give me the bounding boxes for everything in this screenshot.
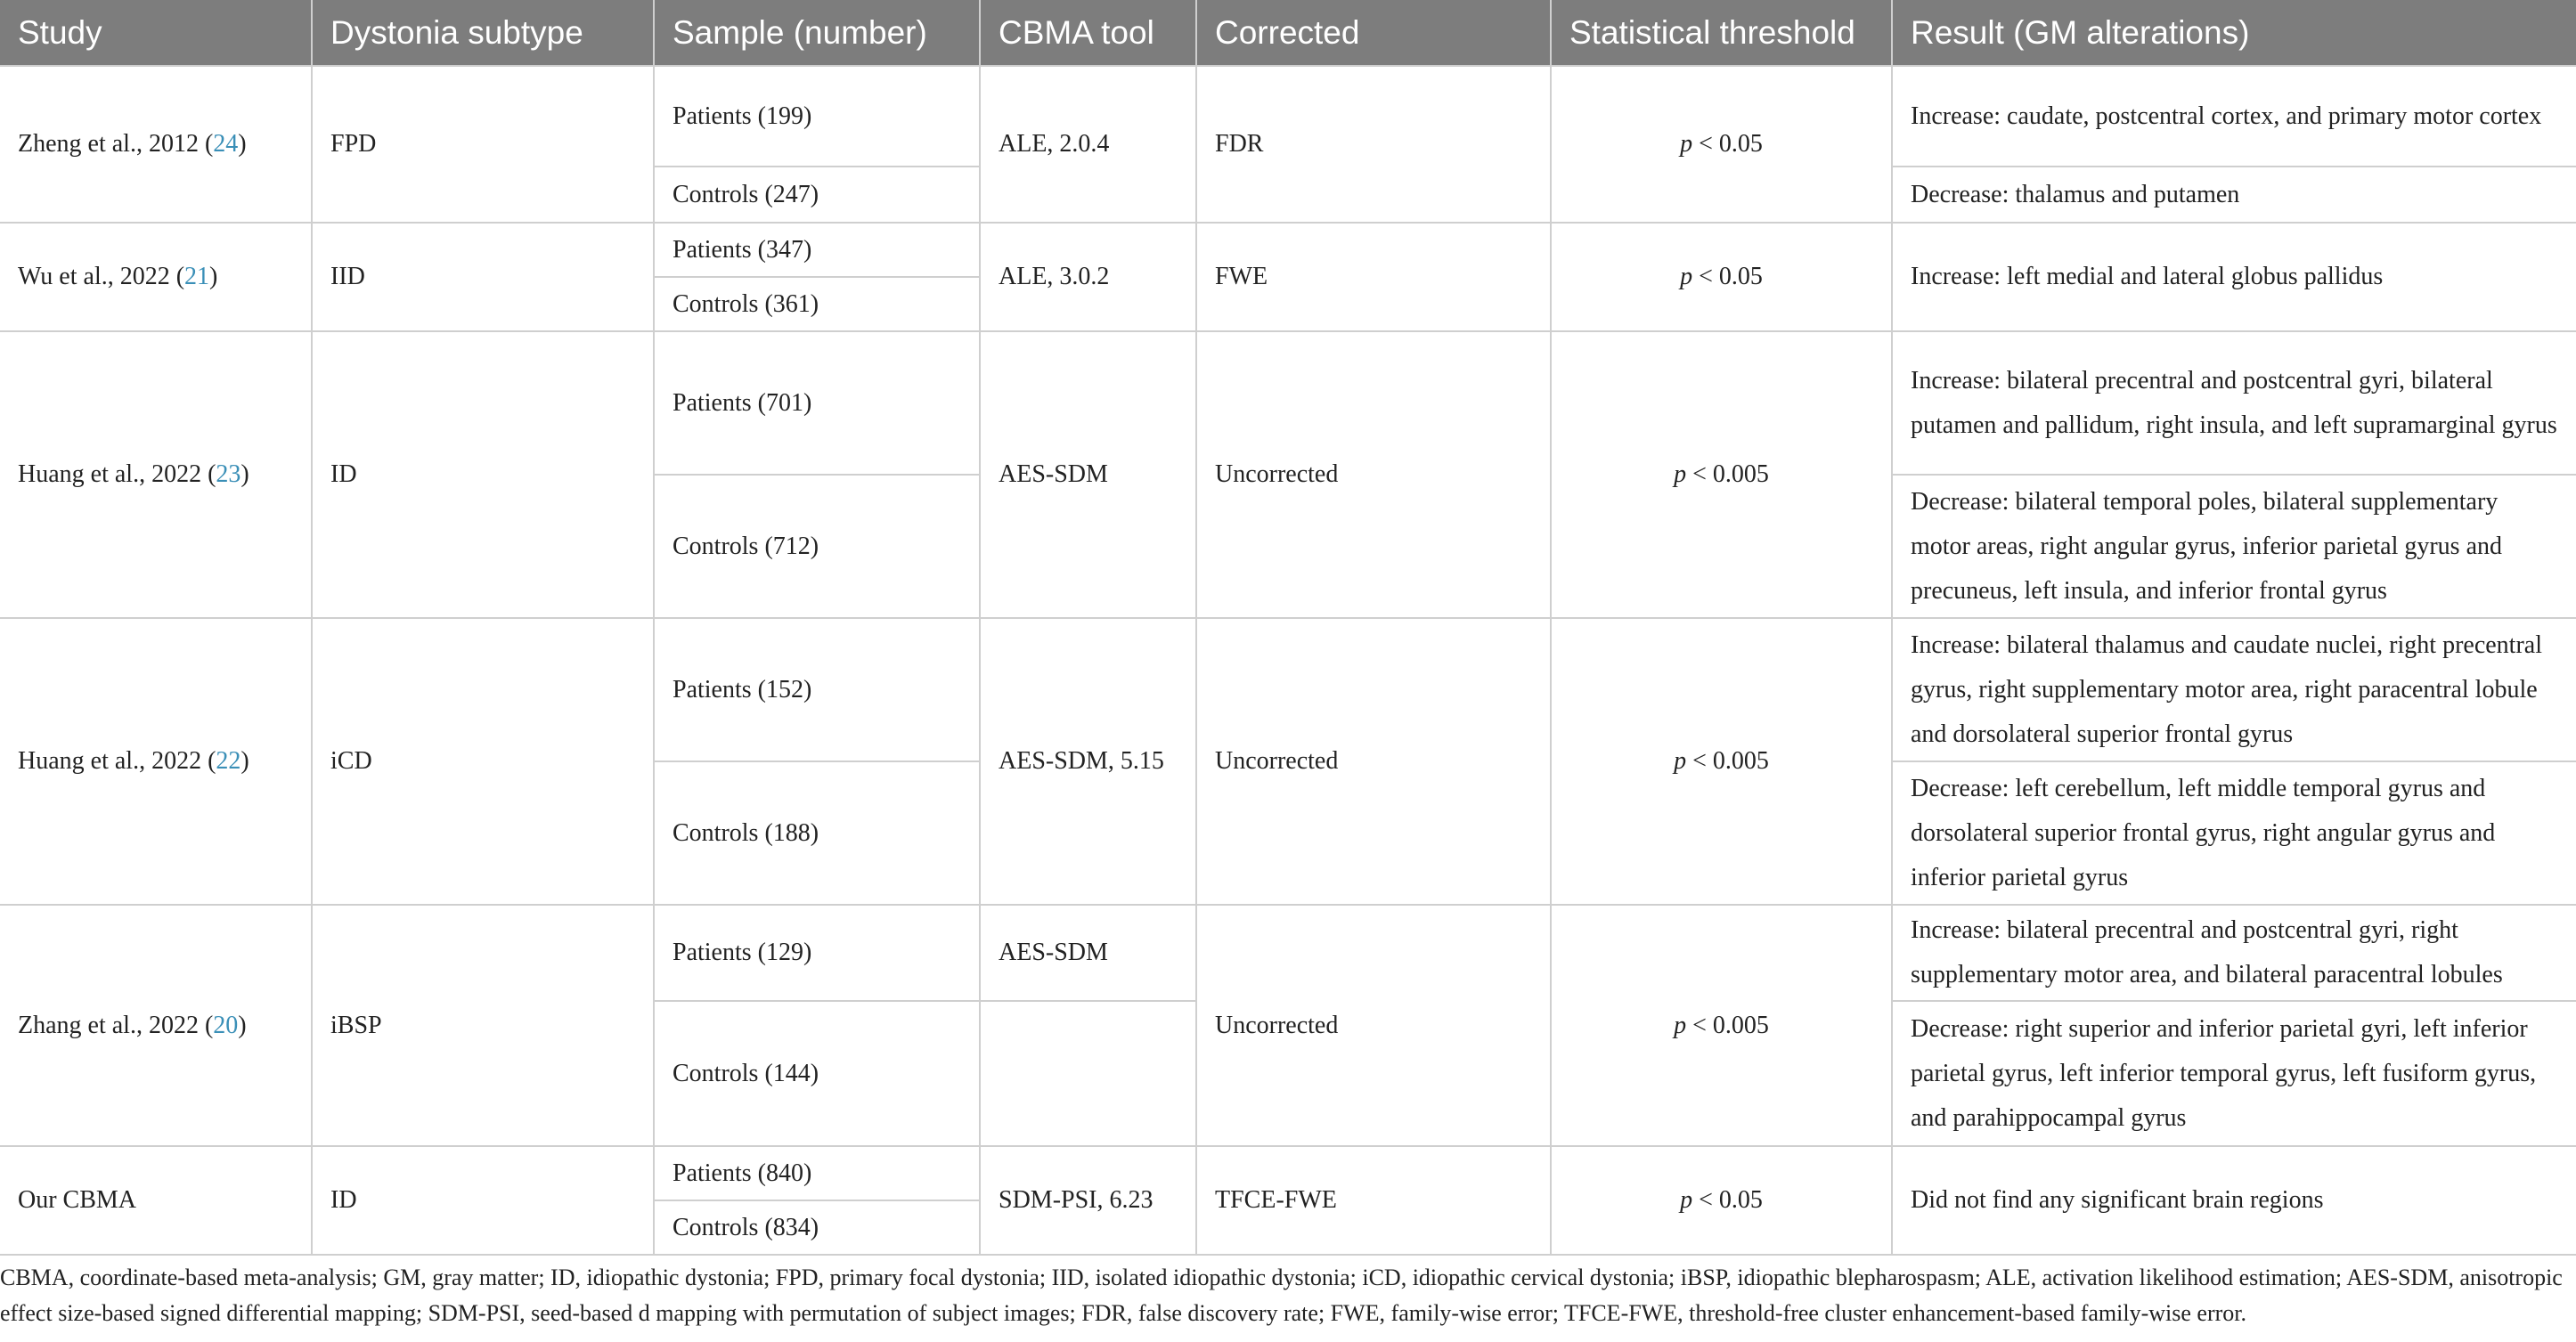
reference-link[interactable]: 21 bbox=[184, 263, 210, 290]
threshold-cell bbox=[1551, 223, 1892, 331]
corrected-cell: FDR bbox=[1196, 66, 1551, 223]
controls-cell: Controls (188) bbox=[654, 761, 980, 905]
tool-cell: AES-SDM, 5.15 bbox=[980, 618, 1196, 905]
controls-cell: Controls (144) bbox=[654, 1001, 980, 1146]
p-symbol: p bbox=[1680, 130, 1693, 158]
result-decrease-cell: Decrease: right superior and inferior parietal gyri, left inferior parietal gyrus, left inferior temporal gyrus, left fusiform gyrus, and parahippocampal gyrus bbox=[1892, 1001, 2576, 1146]
corrected-cell: Uncorrected bbox=[1196, 905, 1551, 1146]
patients-cell: Patients (129) bbox=[654, 905, 980, 1001]
threshold-cell bbox=[1551, 66, 1892, 223]
study-name: Zhang et al., 2022 ( bbox=[18, 1011, 214, 1039]
controls-cell: Controls (247) bbox=[654, 167, 980, 223]
table-row bbox=[0, 1146, 2576, 1200]
subtype-cell: ID bbox=[312, 331, 654, 618]
result-increase-cell: Increase: bilateral precentral and postcentral gyri, right supplementary motor area, and bilateral paracentral lobules bbox=[1892, 905, 2576, 1001]
p-value: < 0.005 bbox=[1686, 460, 1769, 488]
threshold-cell bbox=[1551, 1146, 1892, 1255]
corrected-cell: Uncorrected bbox=[1196, 331, 1551, 618]
threshold-cell bbox=[1551, 618, 1892, 905]
controls-cell: Controls (834) bbox=[654, 1200, 980, 1255]
p-symbol: p bbox=[1674, 747, 1687, 775]
table-row bbox=[0, 223, 2576, 277]
patients-cell: Patients (152) bbox=[654, 618, 980, 761]
header-dystonia-subtype: Dystonia subtype bbox=[312, 0, 654, 66]
result-cell: Did not find any significant brain regions bbox=[1892, 1146, 2576, 1255]
patients-cell: Patients (347) bbox=[654, 223, 980, 277]
header-statistical-threshold: Statistical threshold bbox=[1551, 0, 1892, 66]
result-decrease-cell: Decrease: left cerebellum, left middle temporal gyrus and dorsolateral superior frontal gyrus, right angular gyrus and inferior parietal gyrus bbox=[1892, 761, 2576, 905]
p-value: < 0.05 bbox=[1692, 263, 1763, 290]
study-cell bbox=[0, 905, 312, 1146]
corrected-cell: Uncorrected bbox=[1196, 618, 1551, 905]
p-value: < 0.05 bbox=[1692, 1186, 1763, 1214]
study-cell bbox=[0, 223, 312, 331]
study-cell: Our CBMA bbox=[0, 1146, 312, 1255]
header-corrected: Corrected bbox=[1196, 0, 1551, 66]
study-name: Huang et al., 2022 ( bbox=[18, 460, 216, 488]
table-row bbox=[0, 618, 2576, 761]
patients-cell: Patients (840) bbox=[654, 1146, 980, 1200]
patients-cell: Patients (701) bbox=[654, 331, 980, 475]
study-cell bbox=[0, 331, 312, 618]
result-decrease-cell: Decrease: thalamus and putamen bbox=[1892, 167, 2576, 223]
p-symbol: p bbox=[1680, 263, 1693, 290]
reference-link[interactable]: 20 bbox=[213, 1011, 239, 1039]
tool-cell: AES-SDM bbox=[980, 331, 1196, 618]
header-sample: Sample (number) bbox=[654, 0, 980, 66]
study-name: Wu et al., 2022 ( bbox=[18, 263, 185, 290]
subtype-cell: FPD bbox=[312, 66, 654, 223]
patients-cell: Patients (199) bbox=[654, 66, 980, 167]
result-cell: Increase: left medial and lateral globus pallidus bbox=[1892, 223, 2576, 331]
controls-cell: Controls (361) bbox=[654, 277, 980, 331]
study-name-close: ) bbox=[238, 1011, 247, 1039]
table-footnote: CBMA, coordinate-based meta-analysis; GM, gray matter; ID, idiopathic dystonia; FPD, primary focal dystonia; IID, isolated idiopathic dystonia; iCD, idiopathic cervical dystonia; iBSP, idiopathic blepharospasm; ALE, activation likelihood estimation; AES-SDM, anisotropic effect size-based signed differential mapping; SDM-PSI, seed-based d mapping with permutation of subject images; FDR, false discovery rate; FWE, family-wise error; TFCE-FWE, threshold-free cluster enhancement-based family-wise error. bbox=[0, 1265, 2563, 1326]
subtype-cell: iBSP bbox=[312, 905, 654, 1146]
p-symbol: p bbox=[1674, 1011, 1687, 1039]
subtype-cell: IID bbox=[312, 223, 654, 331]
tool-cell: AES-SDM bbox=[980, 905, 1196, 1001]
header-row bbox=[0, 0, 2576, 66]
header-result: Result (GM alterations) bbox=[1892, 0, 2576, 66]
result-increase-cell: Increase: caudate, postcentral cortex, and primary motor cortex bbox=[1892, 66, 2576, 167]
study-name: Huang et al., 2022 ( bbox=[18, 747, 216, 775]
header-study: Study bbox=[0, 0, 312, 66]
result-decrease-cell: Decrease: bilateral temporal poles, bilateral supplementary motor areas, right angular gyrus, inferior parietal gyrus and precuneus, left insula, and inferior frontal gyrus bbox=[1892, 475, 2576, 618]
result-increase-cell: Increase: bilateral precentral and postcentral gyri, bilateral putamen and pallidum, right insula, and left supramarginal gyrus bbox=[1892, 331, 2576, 475]
result-increase-cell: Increase: bilateral thalamus and caudate nuclei, right precentral gyrus, right supplementary motor area, right paracentral lobule and dorsolateral superior frontal gyrus bbox=[1892, 618, 2576, 761]
header-cbma-tool: CBMA tool bbox=[980, 0, 1196, 66]
corrected-cell: FWE bbox=[1196, 223, 1551, 331]
study-name-close: ) bbox=[209, 263, 218, 290]
study-name: Zheng et al., 2012 ( bbox=[18, 130, 214, 158]
p-value: < 0.005 bbox=[1686, 747, 1769, 775]
p-value: < 0.05 bbox=[1692, 130, 1763, 158]
study-name-close: ) bbox=[240, 460, 249, 488]
tool-cell: ALE, 3.0.2 bbox=[980, 223, 1196, 331]
corrected-cell: TFCE-FWE bbox=[1196, 1146, 1551, 1255]
tool-cell-empty bbox=[980, 1001, 1196, 1146]
threshold-cell bbox=[1551, 331, 1892, 618]
table-row bbox=[0, 331, 2576, 475]
table-row bbox=[0, 66, 2576, 167]
study-name-close: ) bbox=[240, 747, 249, 775]
study-cell bbox=[0, 618, 312, 905]
subtype-cell: ID bbox=[312, 1146, 654, 1255]
p-symbol: p bbox=[1680, 1186, 1693, 1214]
tool-cell: SDM-PSI, 6.23 bbox=[980, 1146, 1196, 1255]
subtype-cell: iCD bbox=[312, 618, 654, 905]
reference-link[interactable]: 23 bbox=[216, 460, 241, 488]
study-cell bbox=[0, 66, 312, 223]
controls-cell: Controls (712) bbox=[654, 475, 980, 618]
threshold-cell bbox=[1551, 905, 1892, 1146]
reference-link[interactable]: 24 bbox=[213, 130, 239, 158]
reference-link[interactable]: 22 bbox=[216, 747, 241, 775]
study-name-close: ) bbox=[238, 130, 247, 158]
p-value: < 0.005 bbox=[1686, 1011, 1769, 1039]
tool-cell: ALE, 2.0.4 bbox=[980, 66, 1196, 223]
p-symbol: p bbox=[1674, 460, 1687, 488]
table-row bbox=[0, 905, 2576, 1001]
